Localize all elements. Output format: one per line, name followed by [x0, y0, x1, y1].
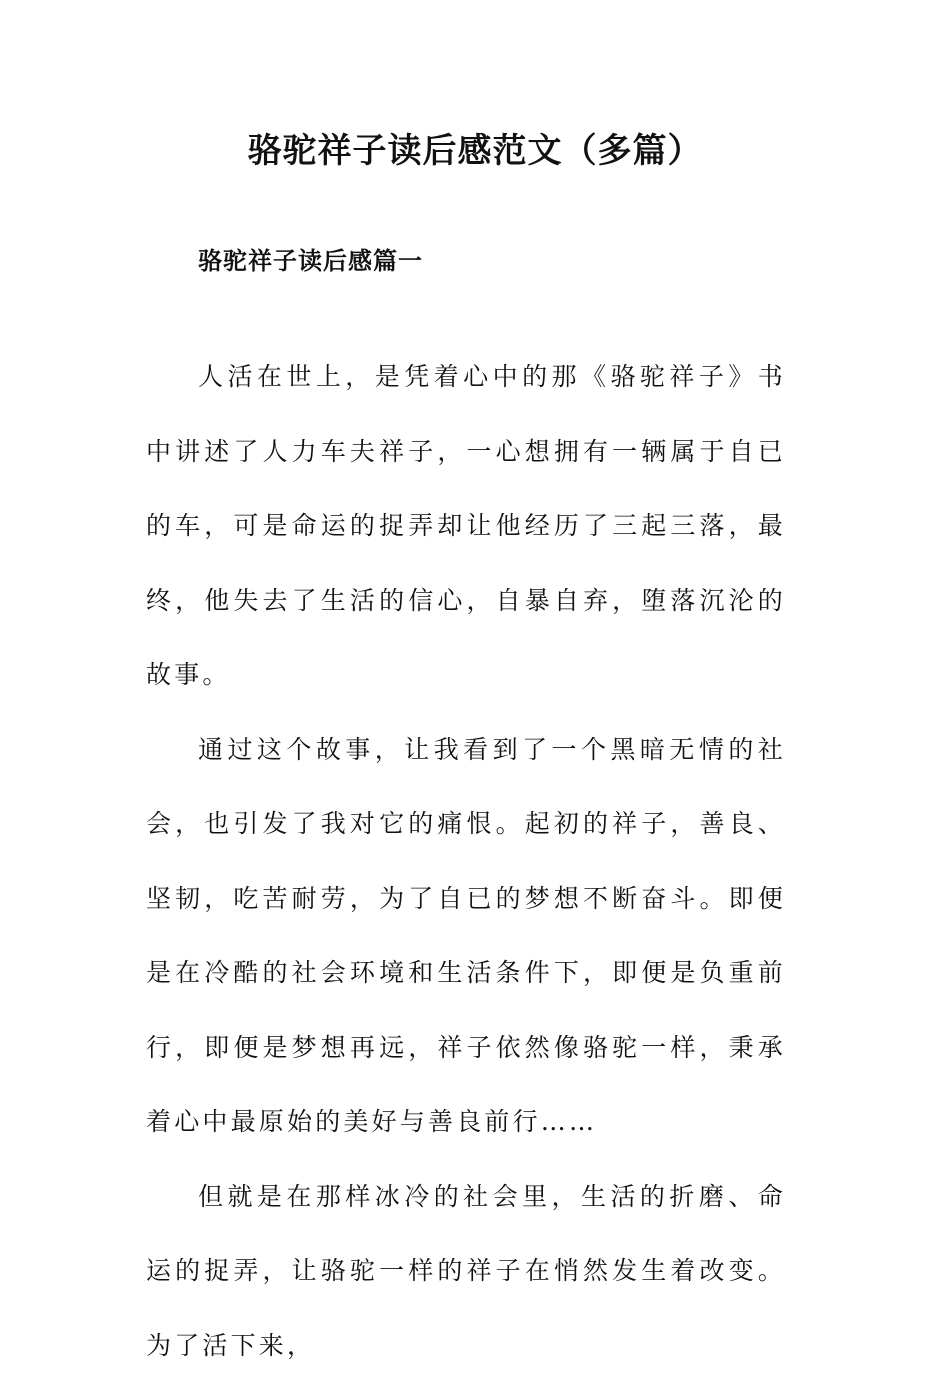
document-title: 骆驼祥子读后感范文（多篇） [0, 128, 950, 174]
paragraph-3: 但就是在那样冰冷的社会里，生活的折磨、命运的捉弄，让骆驼一样的祥子在悄然发生着改变。为了活下来， [146, 1160, 786, 1383]
paragraph-2: 通过这个故事，让我看到了一个黑暗无情的社会，也引发了我对它的痛恨。起初的祥子，善良、坚韧，吃苦耐劳，为了自已的梦想不断奋斗。即便是在冷酷的社会环境和生活条件下，即便是负重前行，即便是梦想再远，祥子依然像骆驼一样，秉承着心中最原始的美好与善良前行…… [146, 713, 786, 1160]
paragraph-1: 人活在世上，是凭着心中的那《骆驼祥子》书中讲述了人力车夫祥子，一心想拥有一辆属于自已的车，可是命运的捉弄却让他经历了三起三落，最终，他失去了生活的信心，自暴自弃，堕落沉沦的故事。 [146, 340, 786, 713]
body-text [146, 340, 786, 1383]
section-heading: 骆驼祥子读后感篇一 [198, 244, 423, 278]
